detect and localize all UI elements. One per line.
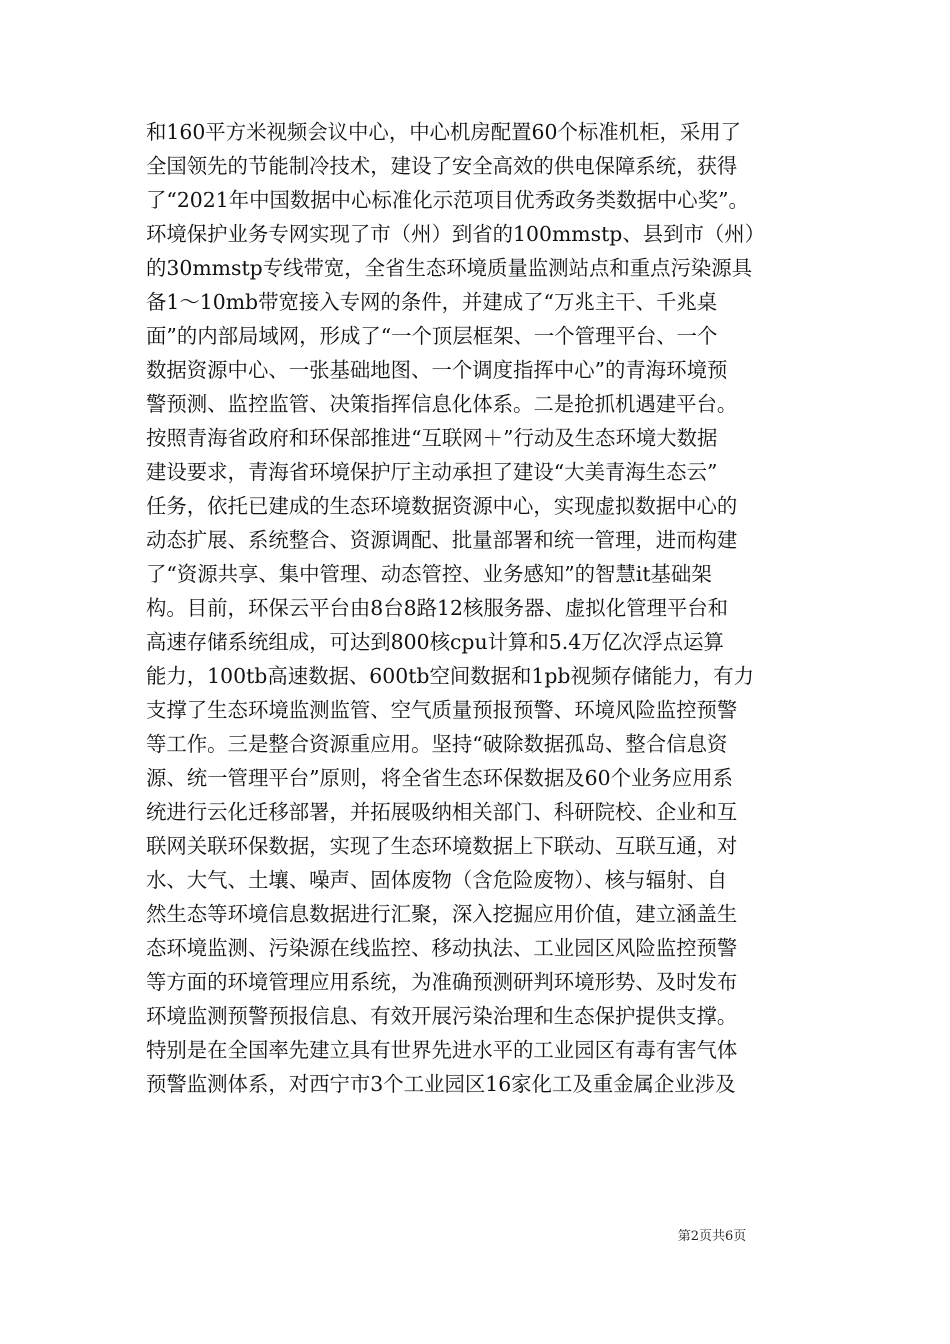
text-line: 按照青海省政府和环保部推进“互联网＋”行动及生态环境大数据 (146, 426, 718, 450)
text-line: 全国领先的节能制冷技术，建设了安全高效的供电保障系统，获得 (146, 154, 738, 178)
page-number: 第2页共6页 (677, 1229, 747, 1244)
text-line: 了“资源共享、集中管理、动态管控、业务感知”的智慧it基础架 (146, 562, 712, 586)
text-line: 面”的内部局域网，形成了“一个顶层框架、一个管理平台、一个 (146, 324, 718, 348)
text-line: 构。目前，环保云平台由8台8路12核服务器、虚拟化管理平台和 (146, 596, 729, 620)
text-line: 等方面的环境管理应用系统，为准确预测研判环境形势、及时发布 (146, 970, 738, 994)
text-line: 和160平方米视频会议中心，中心机房配置60个标准机柜，采用了 (146, 120, 742, 144)
text-line: 高速存储系统组成，可达到800核cpu计算和5.4万亿次浮点运算 (146, 630, 724, 654)
text-line: 支撑了生态环境监测监管、空气质量预报预警、环境风险监控预警 (146, 698, 738, 722)
text-line: 任务，依托已建成的生态环境数据资源中心，实现虚拟数据中心的 (146, 494, 738, 518)
text-line: 预警监测体系，对西宁市3个工业园区16家化工及重金属企业涉及 (146, 1072, 736, 1096)
text-line: 数据资源中心、一张基础地图、一个调度指挥中心”的青海环境预 (146, 358, 728, 382)
text-line: 特别是在全国率先建立具有世界先进水平的工业园区有毒有害气体 (146, 1038, 738, 1062)
text-line: 联网关联环保数据，实现了生态环境数据上下联动、互联互通，对 (146, 834, 738, 858)
text-line: 态环境监测、污染源在线监控、移动执法、工业园区风险监控预警 (146, 936, 738, 960)
text-line: 等工作。三是整合资源重应用。坚持“破除数据孤岛、整合信息资 (146, 732, 728, 756)
text-line: 备1～10mb带宽接入专网的条件，并建成了“万兆主干、千兆桌 (146, 290, 718, 314)
text-line: 统进行云化迁移部署，并拓展吸纳相关部门、科研院校、企业和互 (146, 800, 738, 824)
text-line: 了“2021年中国数据中心标准化示范项目优秀政务类数据中心奖”。 (146, 188, 749, 212)
text-line: 警预测、监控监管、决策指挥信息化体系。二是抢抓机遇建平台。 (146, 392, 738, 416)
text-line: 的30mmstp专线带宽，全省生态环境质量监测站点和重点污染源具 (146, 256, 753, 280)
text-line: 环境保护业务专网实现了市（州）到省的100mmstp、县到市（州） (146, 222, 766, 246)
text-line: 环境监测预警预报信息、有效开展污染治理和生态保护提供支撑。 (146, 1004, 738, 1028)
body-text (146, 115, 826, 1101)
text-line: 然生态等环境信息数据进行汇聚，深入挖掘应用价值，建立涵盖生 (146, 902, 738, 926)
text-line: 源、统一管理平台”原则，将全省生态环保数据及60个业务应用系 (146, 766, 733, 790)
text-line: 能力，100tb高速数据、600tb空间数据和1pb视频存储能力，有力 (146, 664, 755, 688)
text-line: 建设要求，青海省环境保护厅主动承担了建设“大美青海生态云” (146, 460, 718, 484)
text-line: 动态扩展、系统整合、资源调配、批量部署和统一管理，进而构建 (146, 528, 738, 552)
text-line: 水、大气、土壤、噪声、固体废物（含危险废物）、核与辐射、自 (146, 868, 728, 892)
